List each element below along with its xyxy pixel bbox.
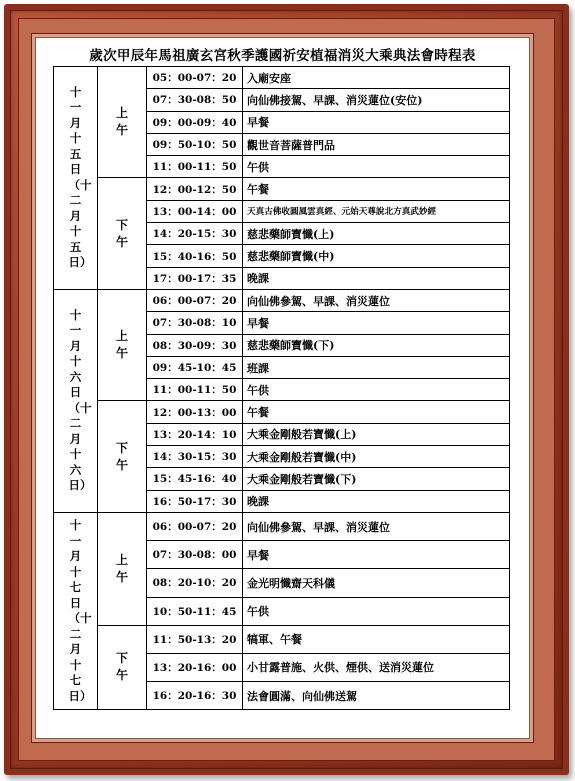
period-label: 下午 xyxy=(115,217,128,249)
time-cell: 16：20-16：30 xyxy=(147,682,243,710)
time-cell: 11：50-13：20 xyxy=(147,625,243,653)
time-cell: 09：45-10：45 xyxy=(147,356,243,378)
time-cell: 13：20-16：00 xyxy=(147,653,243,681)
period-label: 上午 xyxy=(115,329,128,361)
event-cell: 晚課 xyxy=(243,267,510,289)
schedule-title: 歲次甲辰年馬祖廣玄宮秋季護國祈安植福消災大乘典法會時程表 xyxy=(89,48,476,64)
event-cell: 班課 xyxy=(243,356,510,378)
event-cell: 犒軍、午餐 xyxy=(243,625,510,653)
event-cell: 向仙佛接駕、早課、消災蓮位(安位) xyxy=(243,89,510,111)
event-cell: 午供 xyxy=(243,156,510,178)
event-cell: 金光明懺齋天科儀 xyxy=(243,569,510,597)
day-date-cell xyxy=(54,289,98,512)
period-label: 上午 xyxy=(115,552,128,584)
period-cell xyxy=(98,289,147,400)
event-cell: 午餐 xyxy=(243,401,510,423)
time-cell: 09：50-10：50 xyxy=(147,133,243,155)
event-cell: 法會圓滿、向仙佛送駕 xyxy=(243,682,510,710)
event-cell: 午供 xyxy=(243,379,510,401)
time-cell: 11：00-11：50 xyxy=(147,379,243,401)
period-label: 下午 xyxy=(115,651,128,683)
schedule-row xyxy=(54,401,510,423)
event-cell: 慈悲藥師寶懺(中) xyxy=(243,245,510,267)
time-cell: 07：30-08：00 xyxy=(147,541,243,569)
time-cell: 13：20-14：10 xyxy=(147,423,243,445)
day-date: 十一月十五日（十二月十五日） xyxy=(68,84,92,270)
period-cell xyxy=(98,625,147,710)
event-cell: 觀世音菩薩普門品 xyxy=(243,133,510,155)
event-cell: 晚課 xyxy=(243,490,510,512)
event-cell: 天真古佛收圓風雲真經、元始天尊說北方真武妙經 xyxy=(243,200,510,222)
schedule-row xyxy=(54,67,510,89)
schedule-table xyxy=(53,66,510,710)
schedule-row xyxy=(54,289,510,311)
time-cell: 17：00-17：35 xyxy=(147,267,243,289)
time-cell: 12：00-13：00 xyxy=(147,401,243,423)
day-date: 十一月十六日（十二月十六日） xyxy=(68,307,92,493)
schedule-table-body xyxy=(54,67,510,710)
event-cell: 大乘金剛般若寶懺(下) xyxy=(243,468,510,490)
time-cell: 12：00-12：50 xyxy=(147,178,243,200)
schedule-row xyxy=(54,625,510,653)
time-cell: 08：30-09：30 xyxy=(147,334,243,356)
time-cell: 13：00-14：00 xyxy=(147,200,243,222)
event-cell: 慈悲藥師寶懺(上) xyxy=(243,223,510,245)
period-cell xyxy=(98,512,147,625)
schedule-sheet xyxy=(36,38,529,738)
event-cell: 大乘金剛般若寶懺(中) xyxy=(243,446,510,468)
time-cell: 10：50-11：45 xyxy=(147,597,243,625)
event-cell: 向仙佛參駕、早課、消災蓮位 xyxy=(243,289,510,311)
event-cell: 午餐 xyxy=(243,178,510,200)
time-cell: 06：00-07：20 xyxy=(147,289,243,311)
time-cell: 14：30-15：30 xyxy=(147,446,243,468)
period-label: 下午 xyxy=(115,440,128,472)
event-cell: 向仙佛參駕、早課、消災蓮位 xyxy=(243,512,510,540)
event-cell: 小甘露普施、火供、煙供、送消災蓮位 xyxy=(243,653,510,681)
time-cell: 08：20-10：20 xyxy=(147,569,243,597)
time-cell: 09：00-09：40 xyxy=(147,111,243,133)
event-cell: 早餐 xyxy=(243,541,510,569)
event-cell: 入廟安座 xyxy=(243,67,510,89)
time-cell: 15：40-16：50 xyxy=(147,245,243,267)
time-cell: 07：30-08：10 xyxy=(147,312,243,334)
event-cell: 午供 xyxy=(243,597,510,625)
time-cell: 15：45-16：40 xyxy=(147,468,243,490)
period-cell xyxy=(98,401,147,512)
event-cell: 早餐 xyxy=(243,312,510,334)
event-cell: 大乘金剛般若寶懺(上) xyxy=(243,423,510,445)
day-date: 十一月十七日（十二月十七日） xyxy=(68,518,92,703)
time-cell: 05：00-07：20 xyxy=(147,67,243,89)
day-date-cell xyxy=(54,512,98,709)
day-date-cell xyxy=(54,67,98,290)
time-cell: 16：50-17：30 xyxy=(147,490,243,512)
time-cell: 07：30-08：50 xyxy=(147,89,243,111)
time-cell: 14：20-15：30 xyxy=(147,223,243,245)
time-cell: 06：00-07：20 xyxy=(147,512,243,540)
period-cell xyxy=(98,178,147,289)
time-cell: 11：00-11：50 xyxy=(147,156,243,178)
event-cell: 早餐 xyxy=(243,111,510,133)
period-cell xyxy=(98,67,147,178)
period-label: 上午 xyxy=(115,106,128,138)
event-cell: 慈悲藥師寶懺(下) xyxy=(243,334,510,356)
schedule-row xyxy=(54,178,510,200)
schedule-row xyxy=(54,512,510,540)
